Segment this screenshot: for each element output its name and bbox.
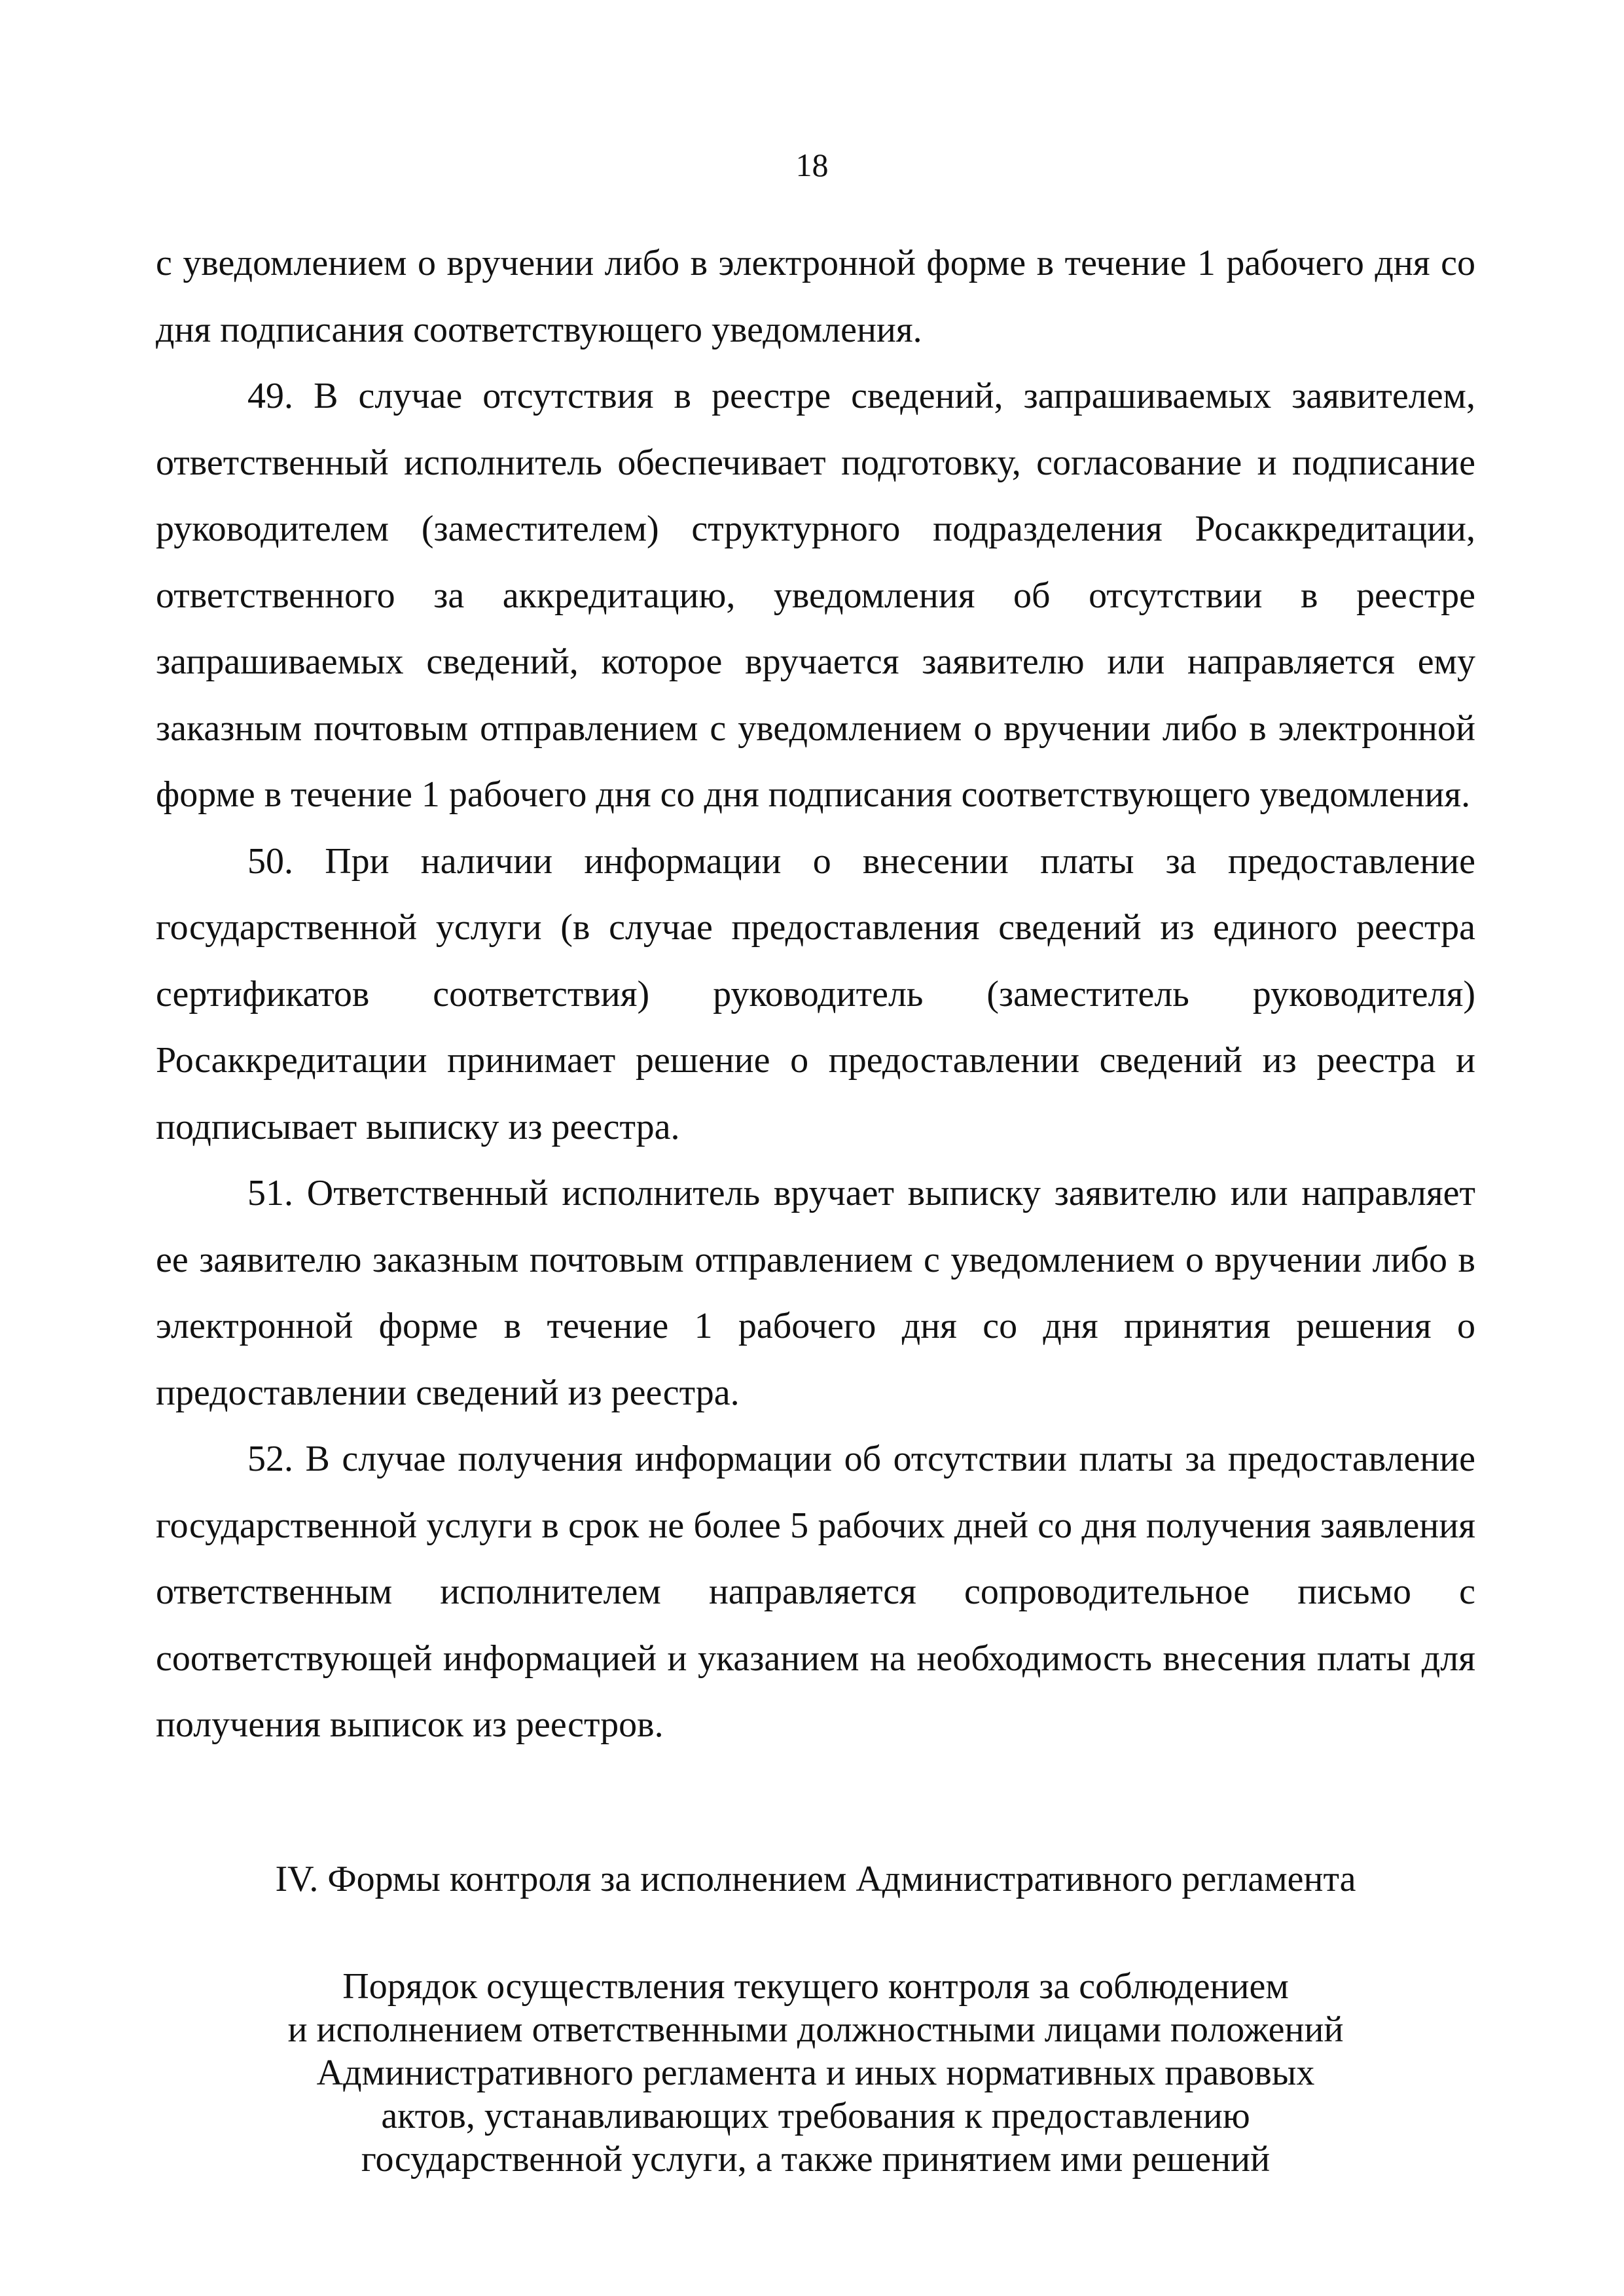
subsection-heading-line: актов, устанавливающих требования к предоставлению xyxy=(381,2096,1250,2136)
clause-50: 50. При наличии информации о внесении платы за предоставление государственной услуги (в случае предоставления сведений из единого реестра сертификатов соответствия) руководитель (заместитель руководителя) Росаккредитации принимает решение о предоставлении сведений из реестра и подписывает выписку из реестра. xyxy=(156,840,1475,1147)
page-number: 18 xyxy=(795,147,829,183)
clause-49: 49. В случае отсутствия в реестре сведений, запрашиваемых заявителем, ответственный исполнитель обеспечивает подготовку, согласование и подписание руководителем (заместителем) структурного подразделения Росаккредитации, ответственного за аккредитацию, уведомления об отсутствии в реестре запрашиваемых сведений, которое вручается заявителю или направляется ему заказным почтовым отправлением с уведомлением о вручении либо в электронной форме в течение 1 рабочего дня со дня подписания соответствующего уведомления. xyxy=(156,376,1475,815)
clause-52: 52. В случае получения информации об отсутствии платы за предоставление государственной услуги в срок не более 5 рабочих дней со дня получения заявления ответственным исполнителем направляется сопроводительное письмо с соответствующей информацией и указанием на необходимость внесения платы для получения выписок из реестров. xyxy=(156,1439,1475,1745)
subsection-heading-line: государственной услуги, а также принятием ими решений xyxy=(361,2139,1271,2179)
subsection-heading-line: Порядок осуществления текущего контроля за соблюдением xyxy=(342,1966,1289,2007)
clause-51: 51. Ответственный исполнитель вручает выписку заявителю или направляет ее заявителю заказным почтовым отправлением с уведомлением о вручении либо в электронной форме в течение 1 рабочего дня со дня принятия решения о предоставлении сведений из реестра. xyxy=(156,1173,1475,1413)
continuation-paragraph: с уведомлением о вручении либо в электронной форме в течение 1 рабочего дня со дня подписания соответствующего уведомления. xyxy=(156,243,1475,350)
body-text xyxy=(156,230,1475,1759)
section-heading: IV. Формы контроля за исполнением Административного регламента xyxy=(275,1859,1356,1899)
subsection-heading-line: Административного регламента и иных нормативных правовых xyxy=(316,2053,1315,2093)
subsection-heading xyxy=(156,1965,1475,2181)
subsection-heading-line: и исполнением ответственными должностными лицами положений xyxy=(287,2009,1344,2050)
